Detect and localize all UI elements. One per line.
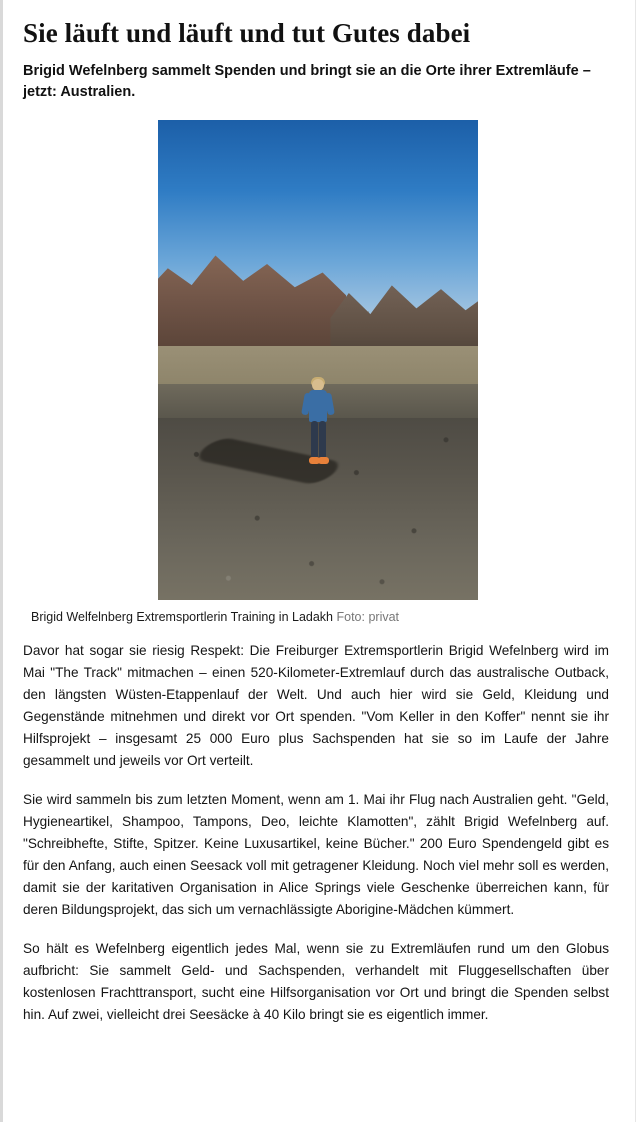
runner-left-leg [311, 421, 318, 459]
article-paragraph: Sie wird sammeln bis zum letzten Moment, wenn am 1. Mai ihr Flug nach Australien geht. "Geld, Hygieneartikel, Shampoo, Tampons, Deo, leichte Klamotten", zählt Brigid Wefelnberg auf. "Schreibhefte, Stifte, Spitzer. Keine Luxusartikel, keine Bücher." 200 Euro Spendengeld gibt es für den Anfang, auch einen Seesack voll mit getragener Kleidung. Noch viel mehr soll es werden, damit sie der karitativen Organisation in Alice Springs viele Geschenke überreichen kann, für deren Bildungsprojekt, das sich um vernachlässigte Aborigine-Mädchen kümmert. [23, 792, 609, 918]
runner-right-shoe [318, 457, 329, 464]
runner-in-desert-photo [158, 120, 478, 600]
article-container [3, 0, 635, 1026]
article-paragraph: So hält es Wefelnberg eigentlich jedes Mal, wenn sie zu Extremläufen rund um den Globus aufbricht: Sie sammelt Geld- und Sachspenden, verhandelt mit Fluggesellschaften über kostenlosen Frachttransport, sucht eine Hilfsorganisation vor Ort und bringt die Spenden selbst hin. Auf zwei, vielleicht drei Seesäcke à 40 Kilo bringt sie es eigentlich immer. [23, 941, 609, 1023]
article-body [23, 640, 613, 1026]
image-caption-text: Brigid Welfelnberg Extremsportlerin Training in Ladakh [31, 610, 334, 625]
image-credit: Foto: privat [336, 610, 400, 625]
image-caption [31, 610, 613, 624]
article-figure [23, 120, 613, 624]
runner-figure [301, 379, 335, 475]
page-title: Sie läuft und läuft und tut Gutes dabei [23, 18, 471, 48]
article-subheadline: Brigid Wefelnberg sammelt Spenden und bringt sie an die Orte ihrer Extremläufe – jetzt: Australien. [23, 63, 591, 100]
article-paragraph: Davor hat sogar sie riesig Respekt: Die Freiburger Extremsportlerin Brigid Wefelnberg wird im Mai "The Track" mitmachen – einen 520-Kilometer-Extremlauf durch das australische Outback, den längsten Wüsten-Etappenlauf der Welt. Und auch hier wird sie Geld, Kleidung und Gegenstände mitnehmen und direkt vor Ort spenden. "Vom Keller in den Koffer" nennt sie ihr Hilfsprojekt – insgesamt 25 000 Euro plus Sachspenden hat sie so im Laufe der Jahre gesammelt und jeweils vor Ort verteilt. [23, 643, 609, 769]
runner-right-leg [319, 421, 326, 459]
